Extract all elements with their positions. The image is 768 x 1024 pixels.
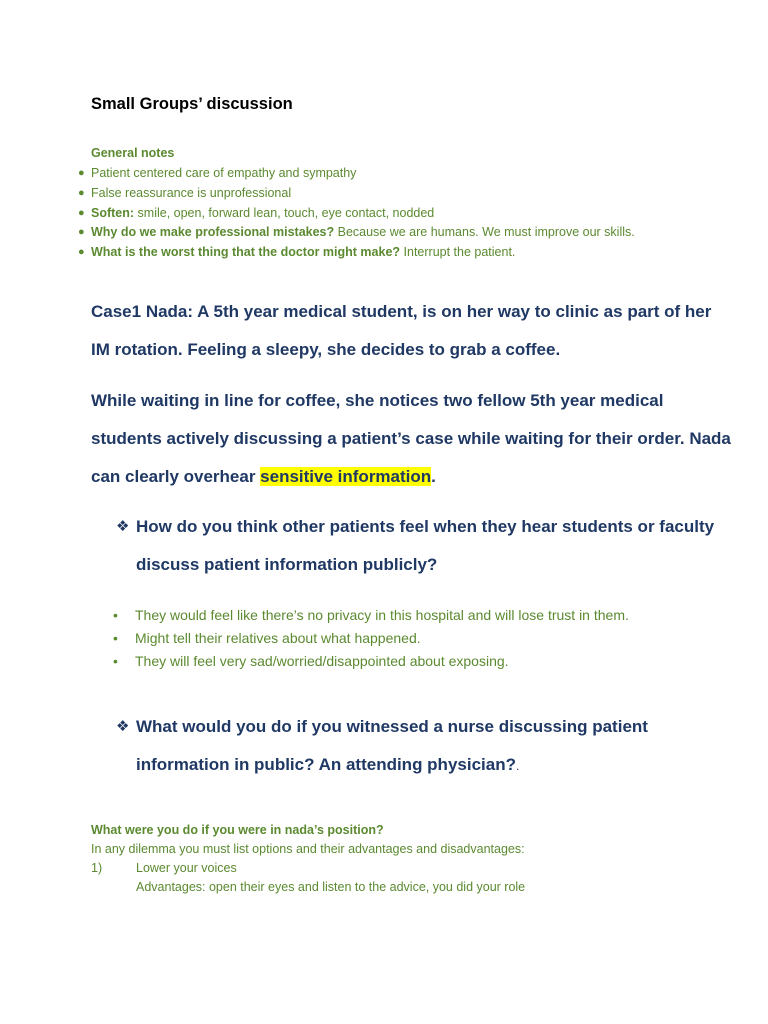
question-trailing-period: . bbox=[515, 759, 520, 773]
list-item bbox=[78, 244, 731, 264]
dilemma-text: In any dilemma you must list options and their advantages and disadvantages: bbox=[91, 842, 525, 856]
list-item bbox=[113, 628, 695, 649]
note-bold-text: Soften: bbox=[91, 205, 135, 220]
option-1 bbox=[91, 861, 237, 875]
page-title: Small Groups’ discussion bbox=[91, 95, 293, 113]
bullet-icon: • bbox=[113, 607, 118, 623]
answer-text: They would feel like there’s no privacy in this hospital and will lose trust in them. bbox=[135, 607, 629, 623]
list-item bbox=[78, 185, 731, 205]
case-text-end: . bbox=[431, 467, 436, 486]
diamond-bullet-icon: ❖ bbox=[116, 518, 130, 535]
bullet-icon: ● bbox=[78, 226, 85, 239]
general-notes-list bbox=[78, 165, 731, 264]
answer-text: They will feel very sad/worried/disappointed about exposing. bbox=[135, 653, 509, 669]
list-item bbox=[78, 165, 731, 185]
bullet-icon: • bbox=[113, 630, 118, 646]
question-1 bbox=[116, 508, 716, 584]
diamond-bullet-icon: ❖ bbox=[116, 718, 130, 735]
list-item bbox=[113, 605, 695, 626]
note-bold-text: What is the worst thing that the doctor might make? bbox=[91, 245, 401, 260]
note-text: Interrupt the patient. bbox=[400, 245, 516, 260]
general-notes-heading: General notes bbox=[91, 146, 175, 160]
list-item bbox=[78, 224, 731, 244]
question-text: How do you think other patients feel when they hear students or faculty discuss patient information publicly? bbox=[136, 517, 715, 574]
question-main-text: What would you do if you witnessed a nurse discussing patient information in public? An attending physician? bbox=[136, 717, 648, 774]
bullet-icon: ● bbox=[78, 186, 85, 199]
answer-text: Might tell their relatives about what happened. bbox=[135, 630, 421, 646]
list-item bbox=[78, 205, 731, 225]
highlighted-text: sensitive information bbox=[260, 467, 432, 486]
bullet-icon: • bbox=[113, 653, 118, 669]
list-item bbox=[113, 651, 695, 672]
question-2 bbox=[116, 708, 716, 785]
option-1-advantages: Advantages: open their eyes and listen to the advice, you did your role bbox=[136, 880, 526, 894]
case-text: While waiting in line for coffee, she notices two fellow 5th year medical students actively discussing a patient’s case while waiting for their order. Nada can clearly overhear bbox=[91, 391, 731, 486]
answers-list bbox=[113, 605, 695, 674]
bullet-icon: ● bbox=[78, 167, 85, 179]
note-text: False reassurance is unprofessional bbox=[91, 185, 292, 200]
case-paragraph-1: Case1 Nada: A 5th year medical student, is on her way to clinic as part of her IM rotation. Feeling a sleepy, she decides to grab a coffee. bbox=[91, 302, 712, 359]
note-text: Patient centered care of empathy and sympathy bbox=[91, 166, 357, 180]
question-text bbox=[116, 708, 716, 785]
position-heading: What were you do if you were in nada’s position? bbox=[91, 823, 384, 837]
note-text: smile, open, forward lean, touch, eye contact, nodded bbox=[134, 205, 435, 220]
bullet-icon: ● bbox=[78, 246, 85, 259]
bullet-icon: ● bbox=[78, 206, 85, 219]
option-label: Lower your voices bbox=[136, 861, 237, 875]
option-number: 1) bbox=[91, 861, 103, 875]
note-text: Because we are humans. We must improve our skills. bbox=[334, 225, 635, 240]
note-bold-text: Why do we make professional mistakes? bbox=[91, 225, 335, 240]
case-paragraph-2 bbox=[91, 382, 731, 496]
